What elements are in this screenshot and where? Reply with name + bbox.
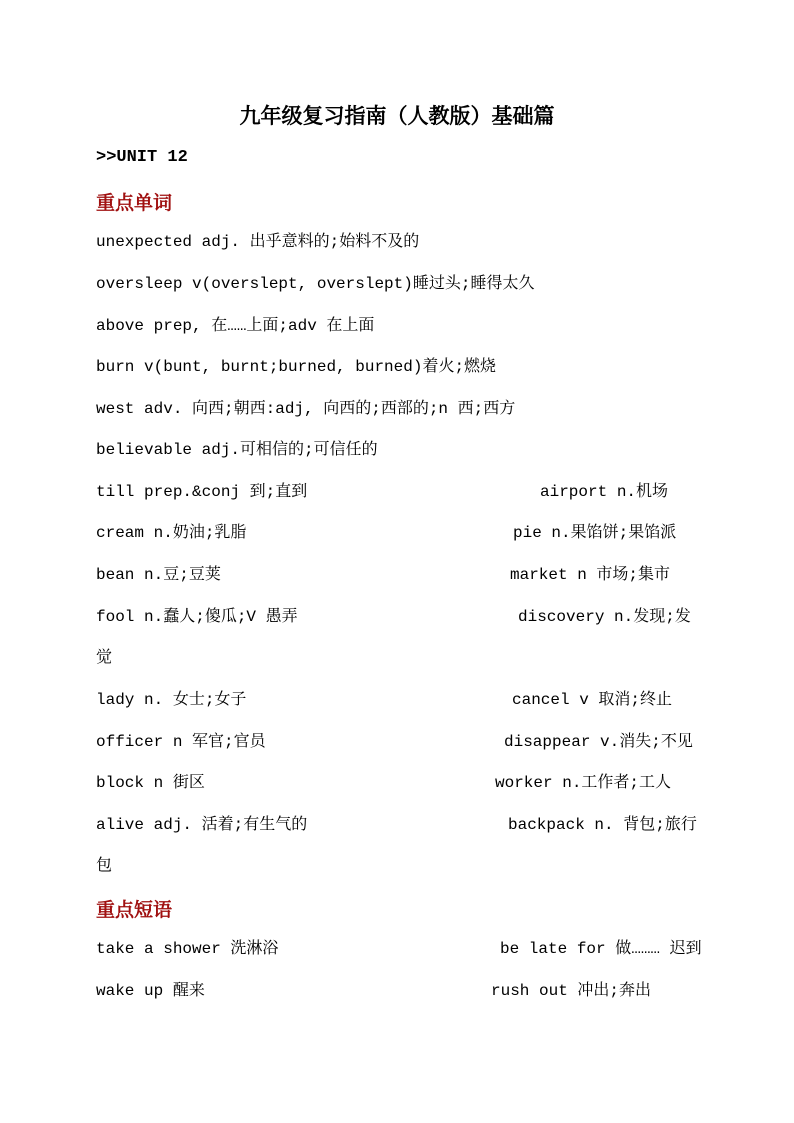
vocab-pair-right: airport n.机场: [540, 483, 669, 501]
vocab-line: unexpected adj. 出乎意料的;始料不及的: [96, 233, 420, 251]
page-title: 九年级复习指南（人教版）基础篇: [239, 103, 555, 128]
vocab-pair-right: cancel v 取消;终止: [512, 691, 673, 709]
vocab-pair-left: bean n.豆;豆荚: [96, 566, 221, 584]
vocab-pair-left: fool n.蠢人;傻瓜;V 愚弄: [96, 608, 298, 626]
vocab-pair-left: cream n.奶油;乳脂: [96, 524, 247, 542]
vocab-line: oversleep v(overslept, overslept)睡过头;睡得太久: [96, 275, 535, 293]
vocab-line: believable adj.可相信的;可信任的: [96, 441, 378, 459]
vocab-pair-right: discovery n.发现;发: [518, 608, 691, 626]
unit-label: >>UNIT 12: [96, 148, 188, 167]
vocab-pair-right: backpack n. 背包;旅行: [508, 816, 697, 834]
vocab-heading: 重点单词: [96, 192, 173, 214]
vocab-line: above prep, 在……上面;adv 在上面: [96, 317, 375, 335]
vocab-line: burn v(bunt, burnt;burned, burned)着火;燃烧: [96, 358, 497, 376]
vocab-pair-right: disappear v.消失;不见: [504, 733, 693, 751]
vocab-pair-left: lady n. 女士;女子: [96, 691, 247, 709]
phrase-pair-right: rush out 冲出;奔出: [491, 982, 652, 1000]
phrase-pair-left: take a shower 洗淋浴: [96, 940, 279, 958]
phrase-heading: 重点短语: [96, 899, 173, 921]
vocab-line: west adv. 向西;朝西:adj, 向西的;西部的;n 西;西方: [96, 400, 516, 418]
vocab-pair-left: till prep.&conj 到;直到: [96, 483, 308, 501]
vocab-pair-right: worker n.工作者;工人: [495, 774, 672, 792]
vocab-wrap-line: 包: [96, 857, 113, 875]
vocab-pair-right: market n 市场;集市: [510, 566, 671, 584]
phrase-pair-left: wake up 醒来: [96, 982, 205, 1000]
vocab-wrap-line: 觉: [96, 649, 113, 667]
vocab-pair-left: alive adj. 活着;有生气的: [96, 816, 308, 834]
vocab-pair-left: block n 街区: [96, 774, 205, 792]
vocab-pair-left: officer n 军官;官员: [96, 733, 266, 751]
vocab-pair-right: pie n.果馅饼;果馅派: [513, 524, 677, 542]
phrase-pair-right: be late for 做……… 迟到: [500, 940, 702, 958]
